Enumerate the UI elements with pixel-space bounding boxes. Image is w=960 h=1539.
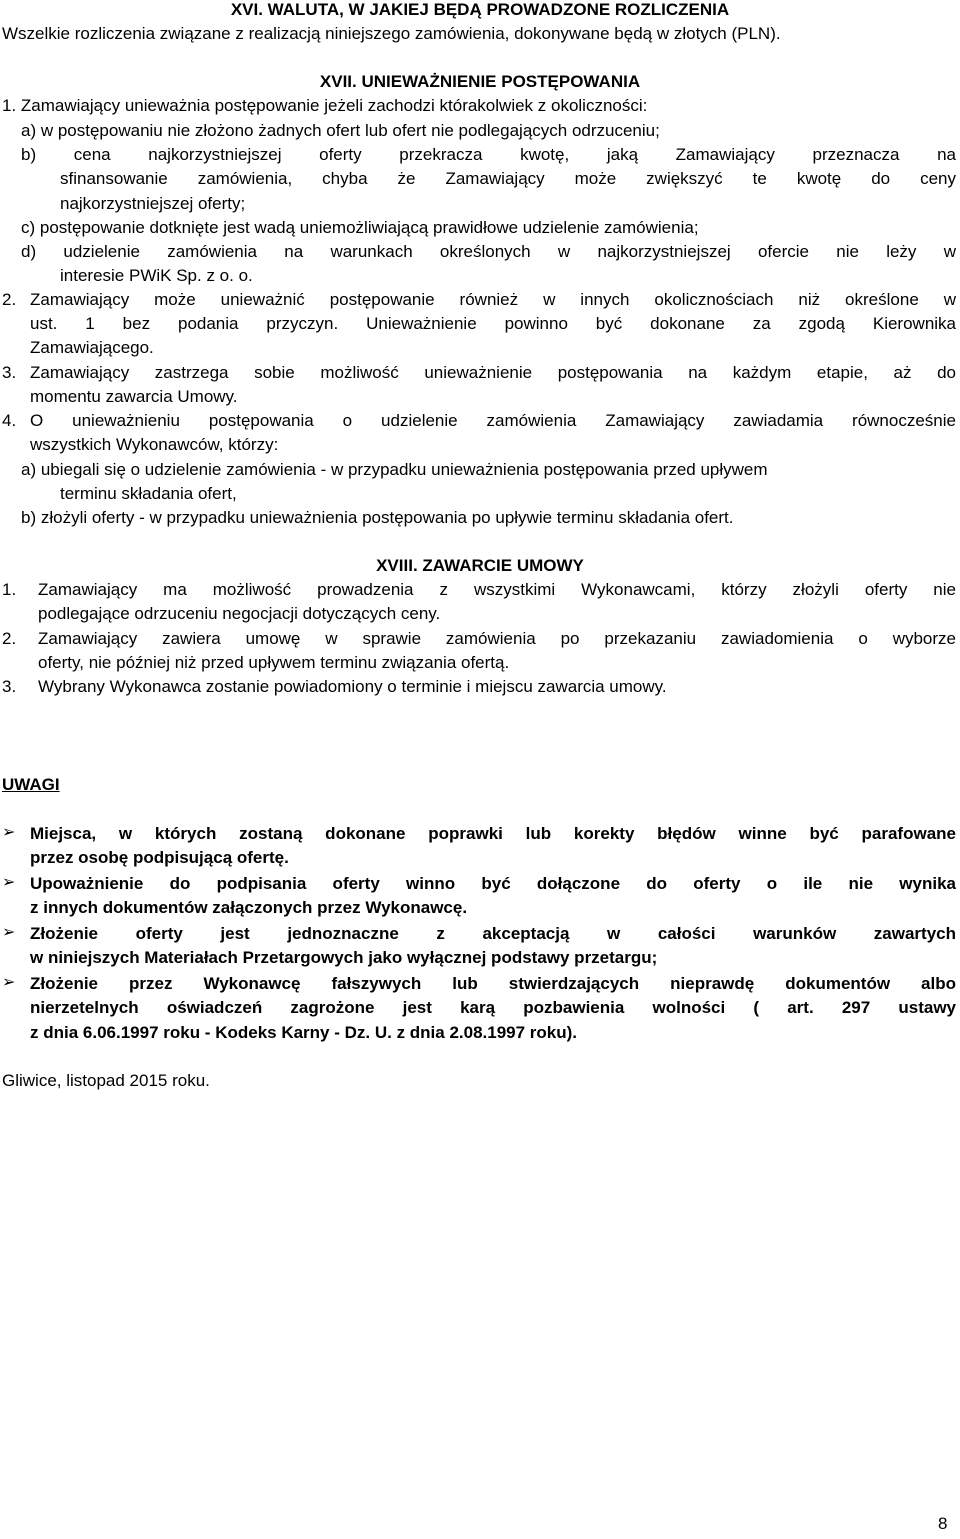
- xvii-point-1b-line1: b) cena najkorzystniejszej oferty przekracza kwotę, jaką Zamawiający przeznacza na: [21, 145, 956, 164]
- uwagi-item-3-line2: w niniejszych Materiałach Przetargowych jako wyłącznej podstawy przetargu;: [30, 948, 658, 967]
- xvii-point-3-line2: momentu zawarcia Umowy.: [30, 387, 238, 406]
- xvii-point-4b: b) złożyli oferty - w przypadku unieważnienia postępowania po upływie terminu składania ofert.: [21, 508, 734, 527]
- page-number: 8: [938, 1514, 948, 1533]
- section-xviii-title: XVIII. ZAWARCIE UMOWY: [376, 556, 584, 575]
- uwagi-item-1-line2: przez osobę podpisującą ofertę.: [30, 848, 289, 867]
- xviii-point-2-number: 2.: [2, 629, 17, 648]
- xvii-point-4a-line2: terminu składania ofert,: [60, 484, 237, 503]
- uwagi-title: UWAGI: [2, 775, 60, 794]
- xvii-point-4-number: 4.: [2, 411, 17, 430]
- uwagi-item-1-line1: Miejsca, w których zostaną dokonane poprawki lub korekty błędów winne być parafowane: [30, 824, 956, 843]
- xviii-point-3-number: 3.: [2, 677, 17, 696]
- bullet-arrow-icon: ➢: [2, 824, 16, 841]
- xviii-point-1-number: 1.: [2, 580, 17, 599]
- bullet-arrow-icon: ➢: [2, 874, 16, 891]
- section-xvi-text: Wszelkie rozliczenia związane z realizacją niniejszego zamówienia, dokonywane będą w złotych (PLN).: [2, 24, 781, 43]
- bullet-arrow-icon: ➢: [2, 974, 16, 991]
- xvii-point-3-line1: Zamawiający zastrzega sobie możliwość unieważnienie postępowania na każdym etapie, aż do: [30, 363, 956, 382]
- xvii-point-1b-line2: sfinansowanie zamówienia, chyba że Zamawiający może zwiększyć te kwotę do ceny: [60, 169, 956, 188]
- xvii-point-4a-line1: a) ubiegali się o udzielenie zamówienia - w przypadku unieważnienia postępowania przed upływem: [21, 460, 768, 479]
- xvii-point-4-line2: wszystkich Wykonawców, którzy:: [30, 435, 279, 454]
- xvii-point-2-line2: ust. 1 bez podania przyczyn. Unieważnienie powinno być dokonane za zgodą Kierownika: [30, 314, 956, 333]
- uwagi-item-3-line1: Złożenie oferty jest jednoznaczne z akceptacją w całości warunków zawartych: [30, 924, 956, 943]
- uwagi-item-2-line1: Upoważnienie do podpisania oferty winno być dołączone do oferty o ile nie wynika: [30, 874, 956, 893]
- xvii-point-3-number: 3.: [2, 363, 17, 382]
- xviii-point-2-line1: Zamawiający zawiera umowę w sprawie zamówienia po przekazaniu zawiadomienia o wyborze: [38, 629, 956, 648]
- xvii-point-1a: a) w postępowaniu nie złożono żadnych ofert lub ofert nie podlegających odrzuceniu;: [21, 121, 660, 140]
- xvii-point-2-line1: Zamawiający może unieważnić postępowanie również w innych okolicznościach niż określone w: [30, 290, 956, 309]
- xvii-point-1d-line2: interesie PWiK Sp. z o. o.: [60, 266, 253, 285]
- bullet-arrow-icon: ➢: [2, 924, 16, 941]
- xviii-point-1-line1: Zamawiający ma możliwość prowadzenia z wszystkimi Wykonawcami, którzy złożyli oferty nie: [38, 580, 956, 599]
- xviii-point-3-line1: Wybrany Wykonawca zostanie powiadomiony o terminie i miejscu zawarcia umowy.: [38, 677, 667, 696]
- uwagi-item-2-line2: z innych dokumentów załączonych przez Wykonawcę.: [30, 898, 468, 917]
- xvii-point-1d-line1: d) udzielenie zamówienia na warunkach określonych w najkorzystniejszej ofercie nie leży w: [21, 242, 956, 261]
- xvii-point-1: 1. Zamawiający unieważnia postępowanie jeżeli zachodzi którakolwiek z okoliczności:: [2, 96, 648, 115]
- place-and-date: Gliwice, listopad 2015 roku.: [2, 1071, 210, 1090]
- section-xvii-title: XVII. UNIEWAŻNIENIE POSTĘPOWANIA: [319, 72, 641, 91]
- uwagi-item-4-line2: nierzetelnych oświadczeń zagrożone jest karą pozbawienia wolności ( art. 297 ustawy: [30, 998, 956, 1017]
- uwagi-item-4-line3: z dnia 6.06.1997 roku - Kodeks Karny - Dz. U. z dnia 2.08.1997 roku).: [30, 1023, 578, 1042]
- xviii-point-1-line2: podlegające odrzuceniu negocjacji dotyczących ceny.: [38, 604, 441, 623]
- xvii-point-2-line3: Zamawiającego.: [30, 338, 154, 357]
- xviii-point-2-line2: oferty, nie później niż przed upływem terminu związania ofertą.: [38, 653, 510, 672]
- section-xvi-title: XVI. WALUTA, W JAKIEJ BĘDĄ PROWADZONE ROZLICZENIA: [230, 0, 730, 19]
- xvii-point-1b-line3: najkorzystniejszej oferty;: [60, 194, 246, 213]
- xvii-point-2-number: 2.: [2, 290, 17, 309]
- xvii-point-4-line1: O unieważnieniu postępowania o udzielenie zamówienia Zamawiający zawiadamia równocześnie: [30, 411, 956, 430]
- uwagi-item-4-line1: Złożenie przez Wykonawcę fałszywych lub stwierdzających nieprawdę dokumentów albo: [30, 974, 956, 993]
- xvii-point-1c: c) postępowanie dotknięte jest wadą uniemożliwiającą prawidłowe udzielenie zamówienia;: [21, 218, 699, 237]
